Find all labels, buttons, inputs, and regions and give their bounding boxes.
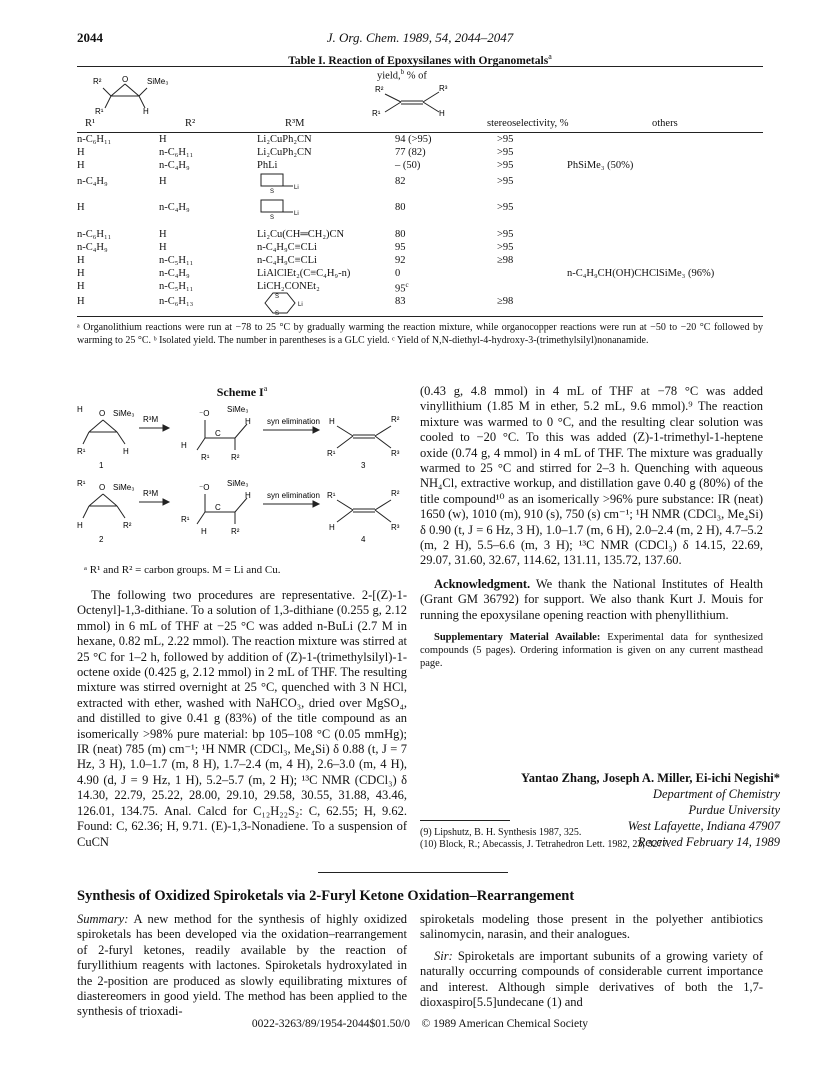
scheme-diagram [77, 402, 407, 560]
epoxysilane-structure [81, 70, 171, 116]
svg-text:S: S [275, 294, 280, 300]
thiophene-lithium-reagent [257, 198, 307, 220]
svg-text:O: O [122, 75, 129, 84]
svg-text:C: C [215, 503, 221, 512]
svg-text:SiMe₃: SiMe₃ [113, 483, 135, 492]
svg-text:H: H [143, 107, 149, 116]
svg-text:2: 2 [99, 535, 104, 544]
bottom-line: 0022-3263/89/1954-2044$01.50/0 © 1989 American Chemical Society [251, 1018, 589, 1030]
svg-text:S: S [270, 189, 275, 194]
table-row: n-C₆H₁₁ H Li₂Cu(CH═CH₂)CN 80 >95 [77, 229, 514, 240]
svg-text:SiMe₃: SiMe₃ [113, 409, 135, 418]
svg-text:R²: R² [391, 489, 400, 498]
table-row: H n-C₆H₁₃ S S Li 83 ≥98 [77, 296, 763, 310]
svg-text:syn elimination: syn elimination [267, 417, 320, 426]
scheme-title: Scheme $I^a$ [216, 384, 268, 399]
svg-text:⁻O: ⁻O [199, 483, 210, 492]
svg-text:R²: R² [391, 415, 400, 424]
svg-text:SiMe₃: SiMe₃ [147, 77, 169, 86]
svg-text:3: 3 [361, 461, 366, 470]
svg-text:1: 1 [99, 461, 104, 470]
table-row: H n-C₆H₁₁ Li₂CuPh₂CN 77 (82) >95 [77, 147, 514, 158]
svg-text:Li: Li [294, 185, 299, 191]
svg-text:R²: R² [231, 527, 240, 536]
running-header [77, 30, 763, 48]
left-column-text: The following two procedures are representative. 2-[(Z)-1-Octenyl]-1,3-dithiane. To a solution of 1,3-dithiane (0.255 g, 2.12 mmol) in 6 mL of THF at −25 °C was added n-BuLi (2.7 M in hexane, 0.82 mL, 2.22 mmol). The reaction mixture was stirred at 25 °C for 1–2 h, followed by addition of (Z)-1-(trimethylsilyl)-1-octene oxide (0.425 g, 2.12 mmol) in 2 mL of THF. The resulting mixture was stirred overnight at 25 °C, quenched with 3 N HCl, extracted with ether, washed with NaHCO₃, dried over MgSO₄, and distilled to give 0.41 g (83%) of the title compound as an isomerically >98% pure material: bp 105–108 °C (0.05 mmHg); IR (neat) 785 (m) cm⁻¹; ¹H NMR (CDCl₃, Me₄Si) δ 0.88 (t, J = 7 Hz, 3 H), 1.0–1.7 (m, 8 H), 1.7–2.4 (m, 4 H), 2.6–3.0 (m, 4 H), 4.90 (d, J = 9 Hz, 1 H), 5.2–5.7 (m, 2 H); ¹³C NMR (CDCl₃) δ 14.30, 22.79, 25.22, 28.00, 29.10, 29.58, 30.55, 31.88, 43.46, 126.01, 134.75. Anal. Calcd for C₁₂H₂₂S₂: C, 62.55; H, 9.62. Found: C, 62.36; H, 9.71. (E)-1,3-Nonadiene. To a suspension of CuCN [77, 588, 407, 849]
references [420, 820, 763, 851]
table-row: n-C₄H₉ H S Li 82 >95 [77, 176, 763, 190]
svg-text:Li: Li [298, 302, 303, 308]
svg-text:R³M: R³M [143, 415, 159, 424]
svg-text:Li: Li [294, 211, 299, 217]
svg-text:R³M: R³M [143, 489, 159, 498]
table-epoxysilanes [77, 66, 763, 314]
svg-text:R³: R³ [391, 523, 400, 532]
svg-text:H: H [181, 441, 187, 450]
svg-text:H: H [439, 109, 445, 118]
svg-text:R²: R² [123, 521, 132, 530]
alkene-structure [367, 82, 467, 118]
right-column-text: (0.43 g, 4.8 mmol) in 4 mL of THF at −78 °C was added vinyllithium (1.85 M in ether, 5.2 mL, 9.6 mmol).⁹ The reaction mixture was warmed to 0 °C, and the resulting clear solution was cooled to −20 °C. To this was added (Z)-1-trimethyl-1-heptene oxide (0.74 g, 4 mmol) in 4 mL of THF. The mixture was gradually warmed to 25 °C and stirred for 2–3 h. Quenching with aqueous NH₄Cl, extractive workup, and distillation gave 0.40 g (80%) of the title compound¹⁰ as an isomerically >96% pure substance: IR (neat) 1650 (w), 1010 (m), 910 (s), 750 (s) cm⁻¹; ¹H NMR (CDCl₃, Me₄Si) δ 0.90 (t, J = 6 Hz, 3 H), 1.0–1.7 (m, 6 H), 2.0–2.4 (m, 2 H), 4.7–5.2 (m, 2 H), 5.5–6.6 (m, 3 H); ¹³C NMR (CDCl₃) δ 14.15, 22.69, 29.07, 31.60, 32.67, 114.62, 131.11, 135.72, 137.60. Acknowledgment. We thank the National Institutes of Health (Grant GM 36792) for support. We also thank Kurt J. Mouis for running the epoxysilane opening reaction with phenyllithium. Supplementary Material Available: Experimental data for synthesized compounds (5 pages). Ordering information is given on any current masthead page. [420, 384, 764, 670]
svg-text:SiMe₃: SiMe₃ [227, 479, 249, 488]
table-row: H n-C₅H₁₁ LiCH₂CONEt₂ 95$^c$ [77, 281, 409, 295]
svg-text:S: S [270, 215, 275, 220]
svg-text:syn elimination: syn elimination [267, 491, 320, 500]
svg-text:H: H [123, 447, 129, 456]
svg-text:O: O [99, 409, 106, 418]
dithiane-lithium-reagent [257, 290, 317, 316]
svg-text:S: S [275, 311, 280, 316]
svg-text:R³: R³ [439, 84, 448, 93]
svg-text:H: H [329, 417, 335, 426]
table-row: H n-C₄H₉ LiAlClEt₂(C≡C₄H₉-n) 0 n-C₄H₉CH(OH)CHClSiMe₃ (96%) [77, 268, 715, 279]
svg-text:R¹: R¹ [181, 515, 190, 524]
svg-text:H: H [329, 523, 335, 532]
svg-text:⁻O: ⁻O [199, 409, 210, 418]
svg-text:SiMe₃: SiMe₃ [227, 405, 249, 414]
svg-text:H: H [201, 527, 207, 536]
reference-item: (9) Lipshutz, B. H. Synthesis 1987, 325. [420, 827, 582, 838]
svg-text:R¹: R¹ [327, 491, 336, 500]
table-row: n-C₆H₁₁ H Li₂CuPh₂CN 94 (>95) >95 [77, 134, 514, 145]
table-header-row: R¹ R² R³M stereoselectivity, % others [85, 118, 678, 129]
svg-text:R³: R³ [391, 449, 400, 458]
svg-text:H: H [77, 521, 83, 530]
reference-item: (10) Block, R.; Abecassis, J. Tetrahedron Lett. 1982, 23, 3277. [420, 839, 670, 850]
svg-text:R¹: R¹ [77, 479, 86, 488]
scheme-footnote: ᵃ R¹ and R² = carbon groups. M = Li and Cu. [84, 564, 281, 576]
table-footnote: ᵃ Organolithium reactions were run at −78 to 25 °C by gradually warming the reaction mixture, while organocopper reactions were run at −50 to −20 °C followed by warming to 25 °C. ᵇ Isolated yield. The number in parentheses is a GLC yield. ᶜ Yield of N,N-diethyl-4-hydroxy-3-(trimethylsilyl)nonanamide. [77, 322, 763, 346]
table-row: H n-C₄H₉ S Li 80 >95 [77, 202, 763, 216]
svg-text:O: O [99, 483, 106, 492]
thiophene-lithium-reagent [257, 172, 307, 194]
svg-text:H: H [77, 405, 83, 414]
next-article-right: spiroketals modeling those present in the polyether antibiotics salinomycin, narasin, and their analogues. Sir: Spiroketals are important subunits of a growing variety of naturally occurring compounds of considerable current importance and interest. Although simple derivatives of both the 1,7-dioxaspiro[5.5]undecane (1) and [420, 912, 764, 1010]
table-title: Table I. Reaction of Epoxysilanes with Organometals$^a$ [288, 52, 552, 67]
journal-citation: J. Org. Chem. 1989, 54, 2044–2047 [326, 30, 514, 45]
svg-text:R²: R² [375, 85, 384, 94]
svg-text:R²: R² [93, 77, 102, 86]
next-article-summary: Summary: A new method for the synthesis of highly oxidized spiroketals has been developed via the oxidation–rearrangement of 2-furyl ketones, readily available by the reaction of furyllithium reagents with lactones. Spiroketals hydroxylated in the 2-position are produced as slowly equilibrating mixtures of diastereomers in good yield. The method has been applied to the synthesis of trioxadi- [77, 912, 407, 1019]
svg-text:R¹: R¹ [201, 453, 210, 462]
svg-text:4: 4 [361, 535, 366, 544]
table-row: H n-C₅H₁₁ n-C₄H₉C≡CLi 92 ≥98 [77, 255, 514, 266]
svg-text:R¹: R¹ [77, 447, 86, 456]
page-number: 2044 [77, 30, 103, 45]
table-row: n-C₄H₉ H n-C₄H₉C≡CLi 95 >95 [77, 242, 514, 253]
svg-text:H: H [245, 491, 251, 500]
author-block: Yantao Zhang, Joseph A. Miller, Ei-ichi Negishi* Department of Chemistry Purdue University West Lafayette, Indiana 47907 Received February 14, 1989 [521, 771, 780, 849]
svg-text:R²: R² [231, 453, 240, 462]
svg-text:R¹: R¹ [95, 107, 104, 116]
svg-text:R¹: R¹ [372, 109, 381, 118]
svg-text:C: C [215, 429, 221, 438]
yield-header: yield,$^b$ % of [377, 68, 427, 82]
next-article-title: Synthesis of Oxidized Spiroketals via 2-Furyl Ketone Oxidation–Rearrangement [77, 888, 575, 904]
svg-text:R¹: R¹ [327, 449, 336, 458]
table-row: H n-C₄H₉ PhLi – (50) >95 PhSiMe₃ (50%) [77, 160, 634, 171]
svg-text:H: H [245, 417, 251, 426]
